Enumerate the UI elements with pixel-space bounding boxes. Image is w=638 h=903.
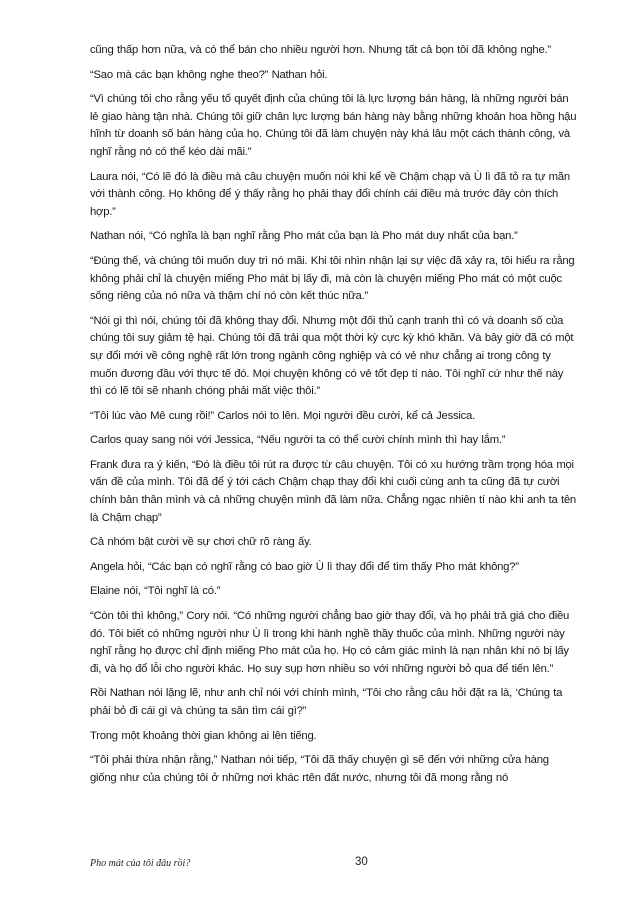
paragraph: Frank đưa ra ý kiến, “Đó là điều tôi rút ra được từ câu chuyện. Tôi có xu hướng trầm trọng hóa mọi vấn đề của mình. Tôi đã để ý tới cách Chậm chạp thay đổi khi cuối cùng anh ta cũng đã tự cười chính bản thân mình và cả những chuyện mình đã làm nữa. Chẳng ngạc nhiên tí nào khi anh ta tên là Chậm chạp” bbox=[90, 458, 576, 524]
paragraph: “Tôi lúc vào Mê cung rồi!” Carlos nói to lên. Mọi người đều cười, kể cả Jessica. bbox=[90, 409, 475, 422]
paragraph: Trong một khoảng thời gian không ai lên tiếng. bbox=[90, 729, 317, 742]
paragraph: Rồi Nathan nói lặng lẽ, như anh chỉ nói với chính mình, “Tôi cho rằng câu hỏi đặt ra là, ‘Chúng ta phải bỏ đi cái gì và chúng ta săn tìm cái gì?” bbox=[90, 687, 563, 717]
paragraph: “Nói gì thì nói, chúng tôi đã không thay đổi. Nhưng một đối thủ cạnh tranh thì có và doanh số của chúng tôi suy giảm tệ hại. Chúng tôi đã trải qua một thời kỳ cực kỳ khó khăn. Và bây giờ đã có một sự đổi mới về công nghệ rất lớn trong ngành công nghiệp và có vẻ như chẳng ai trong công ty muốn đương đầu với thực tế đó. Mọi chuyện không có vẻ tốt đẹp tí nào. Tôi nghĩ cứ như thế này thì có lẽ tôi sẽ nhanh chóng phải mất việc thôi.” bbox=[90, 314, 574, 398]
page-body bbox=[90, 42, 578, 794]
page-footer bbox=[90, 858, 578, 876]
page-number: 30 bbox=[355, 856, 368, 868]
paragraph: “Vì chúng tôi cho rằng yếu tố quyết định của chúng tôi là lực lượng bán hàng, là những người bán lẻ giao hàng tận nhà. Chúng tôi giữ chân lực lượng bán hàng này bằng những khoản hoa hồng hậu hĩnh từ doanh số bán hàng của họ. Chúng tôi đã làm chuyện này khá lâu một cách thành công, và nghĩ rằng nó có thể kéo dài mãi.” bbox=[90, 93, 577, 158]
paragraph: “Còn tôi thì không,” Cory nói. “Có những người chẳng bao giờ thay đổi, và họ phải trả giá cho điều đó. Tôi biết có những người như Ù lì trong khi hành nghề thầy thuốc của mình. Những người này nghĩ rằng họ được chỉ định miếng Pho mát của họ. Họ có cảm giác mình là nạn nhân khi nó bị lấy đi, và họ đổ lỗi cho người khác. Họ suy sụp hơn nhiều so với những người bỏ qua để tiến lên.” bbox=[90, 610, 570, 675]
paragraph: Laura nói, “Có lẽ đó là điều mà câu chuyện muốn nói khi kể về Chậm chạp và Ù lì đã tỏ ra tự mãn với thành công. Họ không để ý thấy rằng họ phải thay đổi chính cái điều mà trước đây còn thích hợp.” bbox=[90, 170, 570, 218]
paragraph: “Tôi phải thừa nhận rằng,” Nathan nói tiếp, “Tôi đã thấy chuyện gì sẽ đến với những cửa hàng giống như của chúng tôi ở những nơi khác rtên đất nước, nhưng tôi đã mong rằng nó bbox=[90, 754, 549, 784]
paragraph: Angela hỏi, “Các bạn có nghĩ rằng có bao giờ Ù lì thay đổi để tìm thấy Pho mát không?” bbox=[90, 560, 519, 573]
paragraph: Carlos quay sang nói với Jessica, “Nếu người ta có thể cười chính mình thì hay lắm.” bbox=[90, 434, 506, 447]
footer-book-title: Pho mát của tôi đâu rồi? bbox=[90, 858, 191, 869]
paragraph: Elaine nói, “Tôi nghĩ là có.” bbox=[90, 585, 221, 598]
paragraph: “Đúng thế, và chúng tôi muốn duy trì nó mãi. Khi tôi nhìn nhận lại sự việc đã xảy ra, tôi hiểu ra rằng không phải chỉ là chuyện miếng Pho mát bị lấy đi, mà còn là chuyện miếng Pho mát có một cuộc sống riêng của nó nữa và thậm chí nó còn kết thúc nữa.” bbox=[90, 254, 575, 303]
paragraph: Cả nhóm bật cười về sự chơi chữ rõ ràng ấy. bbox=[90, 536, 312, 549]
paragraph: cũng thấp hơn nữa, và có thể bán cho nhiều người hơn. Nhưng tất cả bọn tôi đã không nghe.” bbox=[90, 44, 551, 56]
paragraph: “Sao mà các bạn không nghe theo?” Nathan hỏi. bbox=[90, 68, 328, 81]
paragraph: Nathan nói, “Có nghĩa là bạn nghĩ rằng Pho mát của bạn là Pho mát duy nhất của bạn.” bbox=[90, 230, 518, 243]
